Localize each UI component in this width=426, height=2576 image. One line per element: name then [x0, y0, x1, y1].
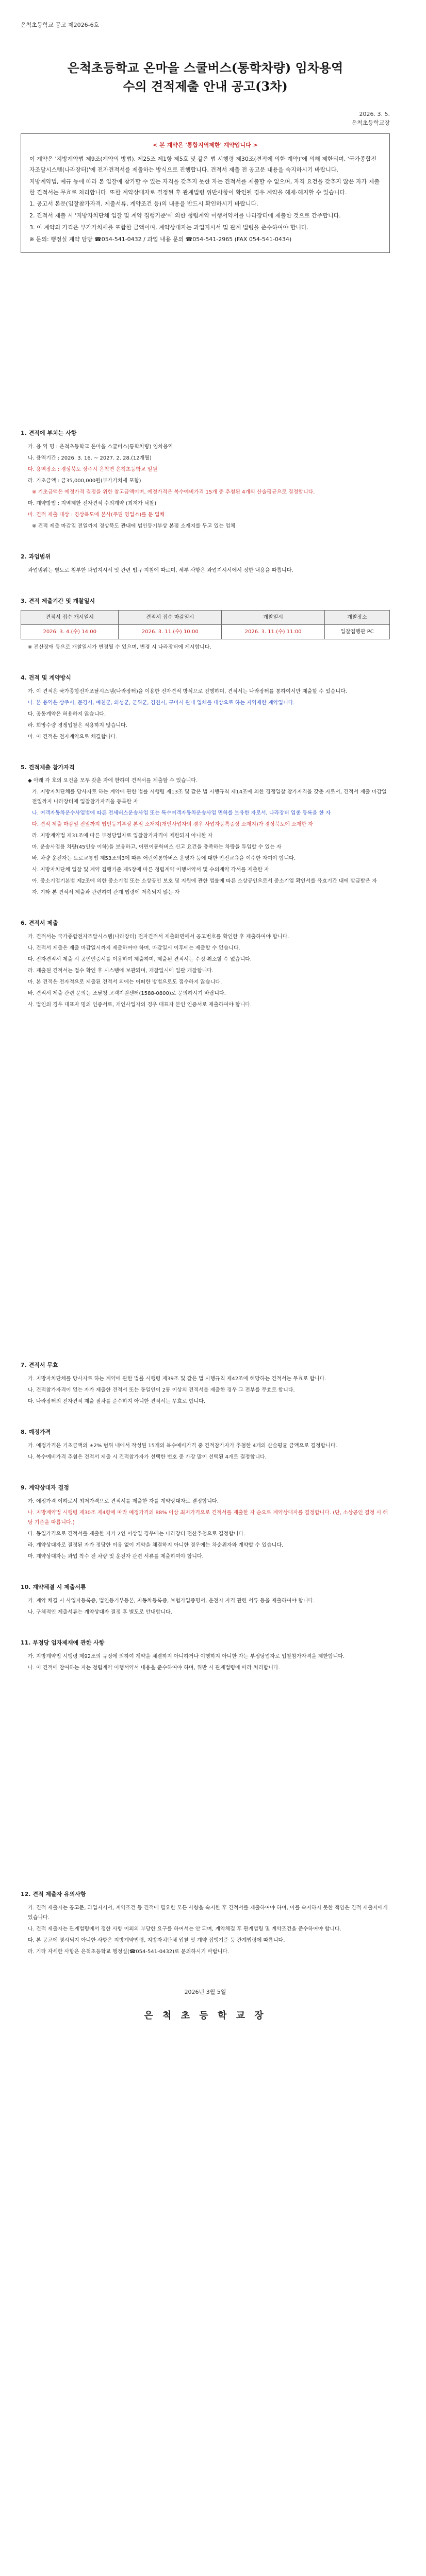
invalid-item: 다. 나라장터의 전자견적 제출 절차를 준수하지 아니한 견적서는 무효로 합니다.	[28, 1399, 206, 1405]
award-item: 마. 계약상대자는 과업 착수 전 차량 및 운전자 관련 서류를 제출하여야 합니다.	[28, 1554, 204, 1560]
section-4	[21, 673, 390, 742]
award-item: 라. 계약상대자로 결정된 자가 정당한 이유 없이 계약을 체결하지 아니한 경우에는 차순위자와 계약할 수 있습니다.	[28, 1543, 284, 1549]
eligibility-item: 라. 지방계약법 제31조에 따른 부정당업자로 입찰참가자격이 제한되지 아니한 자	[32, 833, 213, 839]
scope-text: 과업범위는 별도로 첨부한 과업지시서 및 관련 법규·지침에 따르며, 세부 사항은 과업지시서에서 정한 내용을 따릅니다.	[28, 567, 293, 573]
service-period: 나. 용역기간 : 2026. 3. 16. ~ 2027. 2. 28.(12개월)	[28, 455, 152, 461]
submission-item: 가. 견적서는 국가종합전자조달시스템(나라장터) 전자견적서 제출화면에서 공고번호를 확인한 후 제출하여야 합니다.	[28, 934, 289, 940]
section-heading: 3. 견적 제출기간 및 개찰일시	[21, 597, 95, 604]
section-heading: 6. 견적서 제출	[21, 920, 58, 927]
notice-box-title: < 본 계약은 '통합지역제한' 계약입니다 >	[153, 142, 258, 148]
award-item: 가. 예정가격 이하로서 최저가격으로 견적서를 제출한 자를 계약상대자로 결정합니다.	[28, 1499, 219, 1505]
documents-item: 나. 구체적인 제출서류는 계약상대자 결정 후 별도로 안내합니다.	[28, 1609, 172, 1615]
schedule-table	[21, 610, 390, 639]
award-item: 다. 동일가격으로 견적서를 제출한 자가 2인 이상일 경우에는 나라장터 전산추첨으로 결정합니다.	[28, 1531, 245, 1537]
eligibility-item: 마. 운송사업용 차량(45인승 이하)을 보유하고, 어린이통학버스 신고 요건을 충족하는 차량을 투입할 수 있는 자	[32, 844, 282, 851]
section-heading: 1. 견적에 부치는 사항	[21, 430, 77, 437]
schedule-cell: 입찰집행관 PC	[325, 624, 390, 639]
section-heading: 9. 계약상대자 결정	[21, 1484, 69, 1492]
caution-item: 나. 견적 제출자는 관계법령에서 정한 사항 이외의 부당한 요구를 하여서는 안 되며, 계약체결 후 관계법령 및 계약조건을 준수하여야 합니다.	[28, 1926, 341, 1932]
schedule-cell: 2026. 3. 11.(수) 11:00	[222, 624, 325, 639]
section-12	[21, 1889, 390, 1957]
service-place: 다. 용역장소 : 경상북도 상주시 은척면 은척초등학교 일원	[28, 466, 157, 472]
eligibility-lead: ◆ 아래 각 호의 요건을 모두 갖춘 자에 한하여 견적서를 제출할 수 있습니다.	[28, 778, 198, 784]
notice-paragraph: 1. 공고서 본문(입찰참가자격, 제출서류, 계약조건 등)의 내용을 반드시 확인하시기 바랍니다.	[29, 200, 258, 208]
section-heading: 10. 계약체결 시 제출서류	[21, 1584, 86, 1591]
title-line-1: 은척초등학교 온마을 스쿨버스(통학차량) 임차용역	[67, 60, 343, 75]
section-10	[21, 1582, 390, 1617]
price-item: 나. 복수예비가격 추첨은 견적서 제출 시 견적참가자가 선택한 번호 중 가장 많이 선택된 4개로 결정합니다.	[28, 1454, 267, 1461]
section-8	[21, 1427, 390, 1462]
notice-paragraph: 2. 견적서 제출 시 '지방자치단체 입찰 및 계약 집행기준'에 의한 청렴계약 이행서약서를 나라장터에 제출한 것으로 간주합니다.	[29, 212, 341, 219]
schedule-header: 견적서 접수 개시일시	[21, 610, 119, 624]
eligibility-item: 자. 기타 본 견적서 제출과 관련하여 관계 법령에 저촉되지 않는 자	[32, 890, 180, 896]
method-item: 다. 공동계약은 허용하지 않습니다.	[28, 711, 106, 717]
schedule-cell: 2026. 3. 11.(수) 10:00	[119, 624, 222, 639]
page-title	[21, 59, 390, 96]
contract-notice-box	[21, 133, 390, 253]
base-price-note: ※ 기초금액은 예정가격 결정을 위한 참고금액이며, 예정가격은 복수예비가격 15개 중 추첨된 4개의 산술평균으로 결정합니다.	[32, 489, 315, 495]
schedule-header: 견적서 접수 마감일시	[119, 610, 222, 624]
method-item: 나. 본 용역은 상주시, 문경시, 예천군, 의성군, 군위군, 김천시, 구미시 관내 업체를 대상으로 하는 지역제한 계약입니다.	[28, 700, 295, 706]
submit-target-note: ※ 견적 제출 마감일 전일까지 경상북도 관내에 법인등기부상 본점 소재지를 두고 있는 업체	[32, 523, 236, 529]
schedule-cell: 2026. 3. 4.(수) 14:00	[21, 624, 119, 639]
section-1	[21, 428, 390, 531]
price-item: 가. 예정가격은 기초금액의 ±2% 범위 내에서 작성된 15개의 복수예비가격 중 견적참가자가 추첨한 4개의 산술평균 금액으로 결정합니다.	[28, 1443, 337, 1449]
section-heading: 8. 예정가격	[21, 1429, 51, 1436]
section-heading: 5. 견적제출 참가자격	[21, 764, 75, 771]
notice-date-issuer	[21, 110, 390, 127]
invalid-item: 가. 지방자치단체를 당사자로 하는 계약에 관한 법률 시행령 제39조 및 같은 법 시행규칙 제42조에 해당하는 견적서는 무효로 합니다.	[28, 1376, 326, 1382]
schedule-header: 개찰일시	[222, 610, 325, 624]
method-item: 라. 희망수량 경쟁입찰은 적용하지 않습니다.	[28, 722, 127, 728]
award-item: 나. 지방계약법 시행령 제30조 제4항에 따라 예정가격의 88% 이상 최저가격으로 견적서를 제출한 자 순으로 계약상대자를 결정합니다. (단, 소상공인 결정 시 해당 기준을 따릅니다.)	[28, 1510, 388, 1526]
caution-item: 다. 본 공고에 명시되지 아니한 사항은 지방계약법령, 지방자치단체 입찰 및 계약 집행기준 등 관계법령에 따릅니다.	[28, 1937, 285, 1943]
section-2	[21, 552, 390, 575]
schedule-note: ※ 전산장애 등으로 개찰일시가 변경될 수 있으며, 변경 시 나라장터에 게시합니다.	[28, 644, 211, 650]
footer-signature: 은 척 초 등 학 교 장	[144, 2010, 267, 2021]
sanction-item: 가. 지방계약법 시행령 제92조의 규정에 의하여 계약을 체결하지 아니하거나 이행하지 아니한 자는 부정당업자로 입찰참가자격을 제한합니다.	[28, 1653, 345, 1659]
method-item: 가. 이 견적은 국가종합전자조달시스템(나라장터)을 이용한 전자견적 방식으로 진행하며, 견적서는 나라장터를 통하여서만 제출할 수 있습니다.	[28, 688, 347, 694]
section-heading: 11. 부정당 업자제재에 관한 사항	[21, 1639, 105, 1646]
service-name: 가. 용 역 명 : 은척초등학교 온마을 스쿨버스(통학차량) 임차용역	[28, 444, 173, 450]
notice-paragraph: 3. 이 계약의 가격은 부가가치세를 포함한 금액이며, 계약상대자는 과업지시서 및 관계 법령을 준수하여야 합니다.	[29, 224, 309, 231]
footer-date: 2026년 3월 5일	[184, 1988, 226, 1995]
submission-item: 마. 본 견적은 전자적으로 제출된 견적서 외에는 어떠한 방법으로도 접수하지 않습니다.	[28, 979, 222, 986]
caution-item: 라. 기타 자세한 사항은 은척초등학교 행정실(☎054-541-0432)로 문의하시기 바랍니다.	[28, 1948, 230, 1955]
eligibility-item: 아. 중소기업기본법 제2조에 의한 중소기업 또는 소상공인 보호 및 지원에 관한 법률에 따른 소상공인으로서 중소기업 확인서를 유효기간 내에 발급받은 자	[32, 878, 377, 885]
section-11	[21, 1638, 390, 1673]
base-price: 라. 기초금액 : 금35,000,000원(부가가치세 포함)	[28, 478, 141, 484]
invalid-item: 나. 견적참가자격이 없는 자가 제출한 견적서 또는 동일인이 2통 이상의 견적서를 제출한 경우 그 전부를 무효로 합니다.	[28, 1387, 295, 1394]
section-7	[21, 1360, 390, 1406]
eligibility-item: 바. 차량 운전자는 도로교통법 제53조의3에 따른 어린이통학버스 운영자 등에 대한 안전교육을 이수한 자여야 합니다.	[32, 856, 296, 862]
submission-item: 다. 전자견적서 제출 시 공인인증서를 이용하여 제출하며, 제출된 견적서는 수정·취소할 수 없습니다.	[28, 957, 252, 963]
notice-issuer: 은척초등학교장	[351, 119, 390, 126]
eligibility-item: 가. 지방자치단체를 당사자로 하는 계약에 관한 법률 시행령 제13조 및 같은 법 시행규칙 제14조에 의한 경쟁입찰 참가자격을 갖춘 자로서, 견적서 제출 마감일 전일까지 나라장터에 입찰참가자격을 등록한 자	[32, 789, 387, 805]
caution-item: 가. 견적 제출자는 공고문, 과업지시서, 계약조건 등 견적에 필요한 모든 사항을 숙지한 후 견적서를 제출하여야 하며, 이를 숙지하지 못한 책임은 견적 제출자에게 있습니다.	[28, 1905, 388, 1921]
eligibility-item: 다. 견적 제출 마감일 전일까지 법인등기부상 본점 소재지(개인사업자의 경우 사업자등록증상 소재지)가 경상북도에 소재한 자	[32, 822, 313, 828]
schedule-header: 개찰장소	[325, 610, 390, 624]
submit-target: 바. 견적 제출 대상 : 경상북도에 본사(주된 영업소)를 둔 업체	[28, 512, 165, 518]
section-5	[21, 762, 390, 898]
section-6	[21, 918, 390, 1010]
section-heading: 7. 견적서 무효	[21, 1362, 58, 1369]
section-heading: 2. 과업범위	[21, 553, 51, 560]
documents-item: 가. 계약 체결 시 사업자등록증, 법인등기부등본, 자동차등록증, 보험가입증명서, 운전자 자격 관련 서류 등을 제출하여야 합니다.	[28, 1598, 315, 1604]
method-item: 마. 이 견적은 전자계약으로 체결합니다.	[28, 734, 118, 740]
submission-item: 나. 견적서 제출은 제출 마감일시까지 제출하여야 하며, 마감일시 이후에는 제출할 수 없습니다.	[28, 945, 240, 952]
eligibility-item: 나. 여객자동차운수사업법에 따른 전세버스운송사업 또는 특수여객자동차운송사업 면허를 보유한 자로서, 나라장터 업종 등록을 한 자	[32, 810, 331, 817]
document-number: 은척초등학교 공고 제2026-6호	[21, 22, 100, 28]
submission-item: 라. 제출된 견적서는 접수 확인 후 시스템에 보관되며, 개찰일시에 일괄 개찰합니다.	[28, 968, 214, 974]
section-heading: 4. 견적 및 계약방식	[21, 674, 71, 681]
notice-contact: ※ 문의: 행정실 계약 담당 ☎054-541-0432 / 과업 내용 문의 ☎054-541-2965 (FAX 054-541-0434)	[29, 236, 292, 243]
notice-date: 2026. 3. 5.	[359, 111, 390, 117]
title-line-2: 수의 견적제출 안내 공고(3차)	[123, 79, 288, 94]
eligibility-item: 사. 지방자치단체 입찰 및 계약 집행기준 제5장에 따른 청렴계약 이행서약서 및 수의계약 각서를 제출한 자	[32, 867, 269, 873]
sanction-item: 나. 이 견적에 참여하는 자는 청렴계약 이행서약서 내용을 준수하여야 하며, 위반 시 관계법령에 따라 처리합니다.	[28, 1665, 280, 1671]
submission-item: 바. 견적서 제출 관련 문의는 조달청 고객지원센터(1588-0800)로 문의하시기 바랍니다.	[28, 991, 226, 997]
notice-paragraph: 이 계약은 '지방계약법 제9조(계약의 방법), 제25조 제1항 제5호 및 같은 법 시행령 제30조(견적에 의한 계약)'에 의해 제한되며, '국가종합전자조달시스템(나라장터)'에 전자견적서를 제출하는 방식으로 진행합니다. 견적서 제출 전 공고문 내용을 숙지하시기 바랍니다.	[29, 155, 376, 173]
section-heading: 12. 견적 제출자 유의사항	[21, 1890, 86, 1897]
notice-paragraph: 지방계약법, 예규 등에 따라 본 입찰에 참가할 수 있는 자격을 갖추지 못한 자는 견적서를 제출할 수 없으며, 자격 요건을 갖추지 않은 자가 제출한 견적서는 무효로 처리합니다. 또한 계약상대자로 결정된 후 관계법령 위반사항이 확인될 경우 계약을 해제·해지할 수 있습니다.	[29, 178, 380, 196]
submission-item: 사. 법인의 경우 대표자 명의 인증서로, 개인사업자의 경우 대표자 본인 인증서로 제출하여야 합니다.	[28, 1002, 252, 1008]
section-9	[21, 1483, 390, 1562]
section-3	[21, 596, 390, 652]
contract-method: 마. 계약방법 : 지역제한 전자견적 수의계약 (최저가 낙찰)	[28, 500, 157, 506]
